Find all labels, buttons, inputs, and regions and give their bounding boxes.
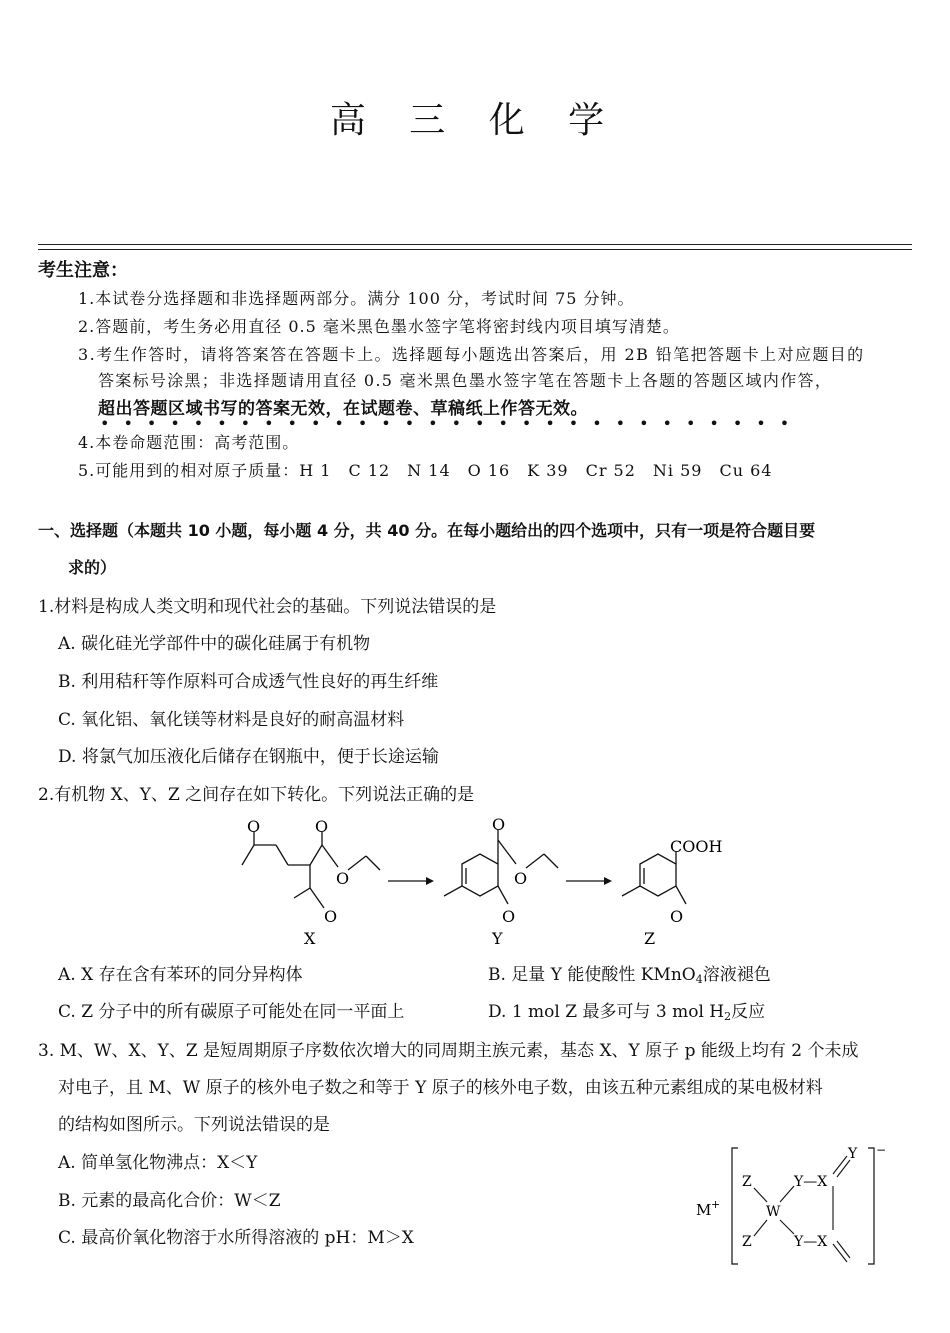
z-o: O (670, 907, 684, 926)
header-rule-bottom (38, 249, 912, 250)
fig-y-top: Y (848, 1146, 858, 1162)
y-o-3: O (502, 907, 516, 926)
q2-option-b (488, 960, 771, 986)
section-heading-cont: 求的） (68, 558, 117, 577)
label-z: Z (644, 929, 656, 948)
section-heading: 一、选择题（本题共 10 小题，每小题 4 分，共 40 分。在每小题给出的四个选项中，只有一项是符合题目要 (38, 521, 816, 540)
q3-stem-3: 的结构如图所示。下列说法错误的是 (58, 1115, 330, 1135)
notice-heading: 考生注意： (38, 260, 128, 281)
q2-option-b-sub: 4 (695, 973, 703, 986)
q3-stem-1: 3. M、W、X、Y、Z 是短周期原子序数依次增大的同周期主族元素，基态 X、Y 原子 p 能级上均有 2 个未成 (38, 1041, 859, 1061)
fig-w: W (766, 1204, 781, 1220)
label-y: Y (492, 929, 503, 948)
q1-stem: 1.材料是构成人类文明和现代社会的基础。下列说法错误的是 (38, 597, 497, 617)
x-o-4: O (324, 907, 338, 926)
x-o-2: O (315, 817, 329, 836)
fig-z-top: Z (742, 1174, 752, 1190)
notice-item-4: 4.本卷命题范围：高考范围。 (78, 433, 300, 452)
y-o-1: O (492, 815, 506, 834)
fig-yx-bottom: Y—X (794, 1234, 828, 1250)
q3-structure-figure (690, 1140, 900, 1270)
q2-option-d-tail: 反应 (731, 1002, 766, 1022)
x-o-1: O (247, 817, 261, 836)
fig-minus: − (876, 1143, 887, 1157)
q3-stem-2: 对电子，且 M、W 原子的核外电子数之和等于 Y 原子的核外电子数，由该五种元素组成的某电极材料 (58, 1078, 823, 1098)
q2-option-d-sub: 2 (724, 1010, 732, 1023)
label-x: X (304, 929, 316, 948)
emphasis-dots: •••••••••••••••••••••••••••••• (100, 414, 804, 433)
q3-option-c: C. 最高价氧化物溶于水所得溶液的 pH：M＞X (58, 1228, 414, 1248)
notice-item-5: 5.可能用到的相对原子质量：H 1 C 12 N 14 O 16 K 39 Cr 52 Ni 59 Cu 64 (78, 461, 773, 480)
molecule-y-bonds (444, 830, 558, 904)
molecule-x-bonds (242, 832, 380, 908)
q2-option-c: C. Z 分子中的所有碳原子可能处在同一平面上 (58, 1002, 405, 1022)
q1-option-d: D. 将氯气加压液化后储存在钢瓶中，便于长途运输 (58, 747, 439, 767)
q1-option-c: C. 氧化铝、氧化镁等材料是良好的耐高温材料 (58, 710, 405, 730)
arrow-2-head (604, 877, 612, 885)
page-title: 高 三 化 学 (329, 100, 621, 141)
q1-option-b: B. 利用秸秆等作原料可合成透气性良好的再生纤维 (58, 672, 439, 692)
q3-option-a: A. 简单氢化物沸点：X＜Y (58, 1153, 258, 1173)
fig-m: M (696, 1201, 712, 1219)
notice-item-3-emphasis: 超出答题区域书写的答案无效，在试题卷、草稿纸上作答无效。 (98, 399, 588, 419)
fig-z-bottom: Z (742, 1234, 752, 1250)
q2-reaction-scheme (230, 812, 750, 952)
header-rule-top (38, 244, 912, 245)
q2-option-b-tail: 溶液褪色 (702, 965, 771, 985)
q2-option-a: A. X 存在含有苯环的同分异构体 (58, 965, 303, 985)
x-o-3: O (336, 869, 350, 888)
q2-option-b-text: B. 足量 Y 能使酸性 KMnO (488, 965, 696, 985)
q2-stem: 2.有机物 X、Y、Z 之间存在如下转化。下列说法正确的是 (38, 785, 475, 805)
notice-item-3: 3.考生作答时，请将答案答在答题卡上。选择题每小题选出答案后，用 2B 铅笔把答题卡上对应题目的 (78, 345, 865, 364)
z-cooh: COOH (670, 837, 723, 856)
notice-item-3-cont: 答案标号涂黑；非选择题请用直径 0.5 毫米黑色墨水签字笔在答题卡上各题的答题区域内作答， (98, 371, 833, 390)
q2-option-d-text: D. 1 mol Z 最多可与 3 mol H (488, 1002, 725, 1022)
fig-plus: + (711, 1198, 721, 1211)
fig-left-bracket (732, 1148, 738, 1264)
y-o-2: O (514, 869, 528, 888)
fig-yx-top: Y—X (794, 1174, 828, 1190)
molecule-z-bonds (622, 852, 686, 904)
q3-option-b: B. 元素的最高化合价：W＜Z (58, 1191, 281, 1211)
q2-option-d (488, 997, 765, 1023)
q1-option-a: A. 碳化硅光学部件中的碳化硅属于有机物 (58, 634, 371, 654)
arrow-1-head (426, 877, 434, 885)
notice-item-2: 2.答题前，考生务必用直径 0.5 毫米黑色墨水签字笔将密封线内项目填写清楚。 (78, 317, 680, 336)
notice-item-1: 1.本试卷分选择题和非选择题两部分。满分 100 分，考试时间 75 分钟。 (78, 289, 635, 308)
fig-right-bracket (868, 1148, 874, 1264)
